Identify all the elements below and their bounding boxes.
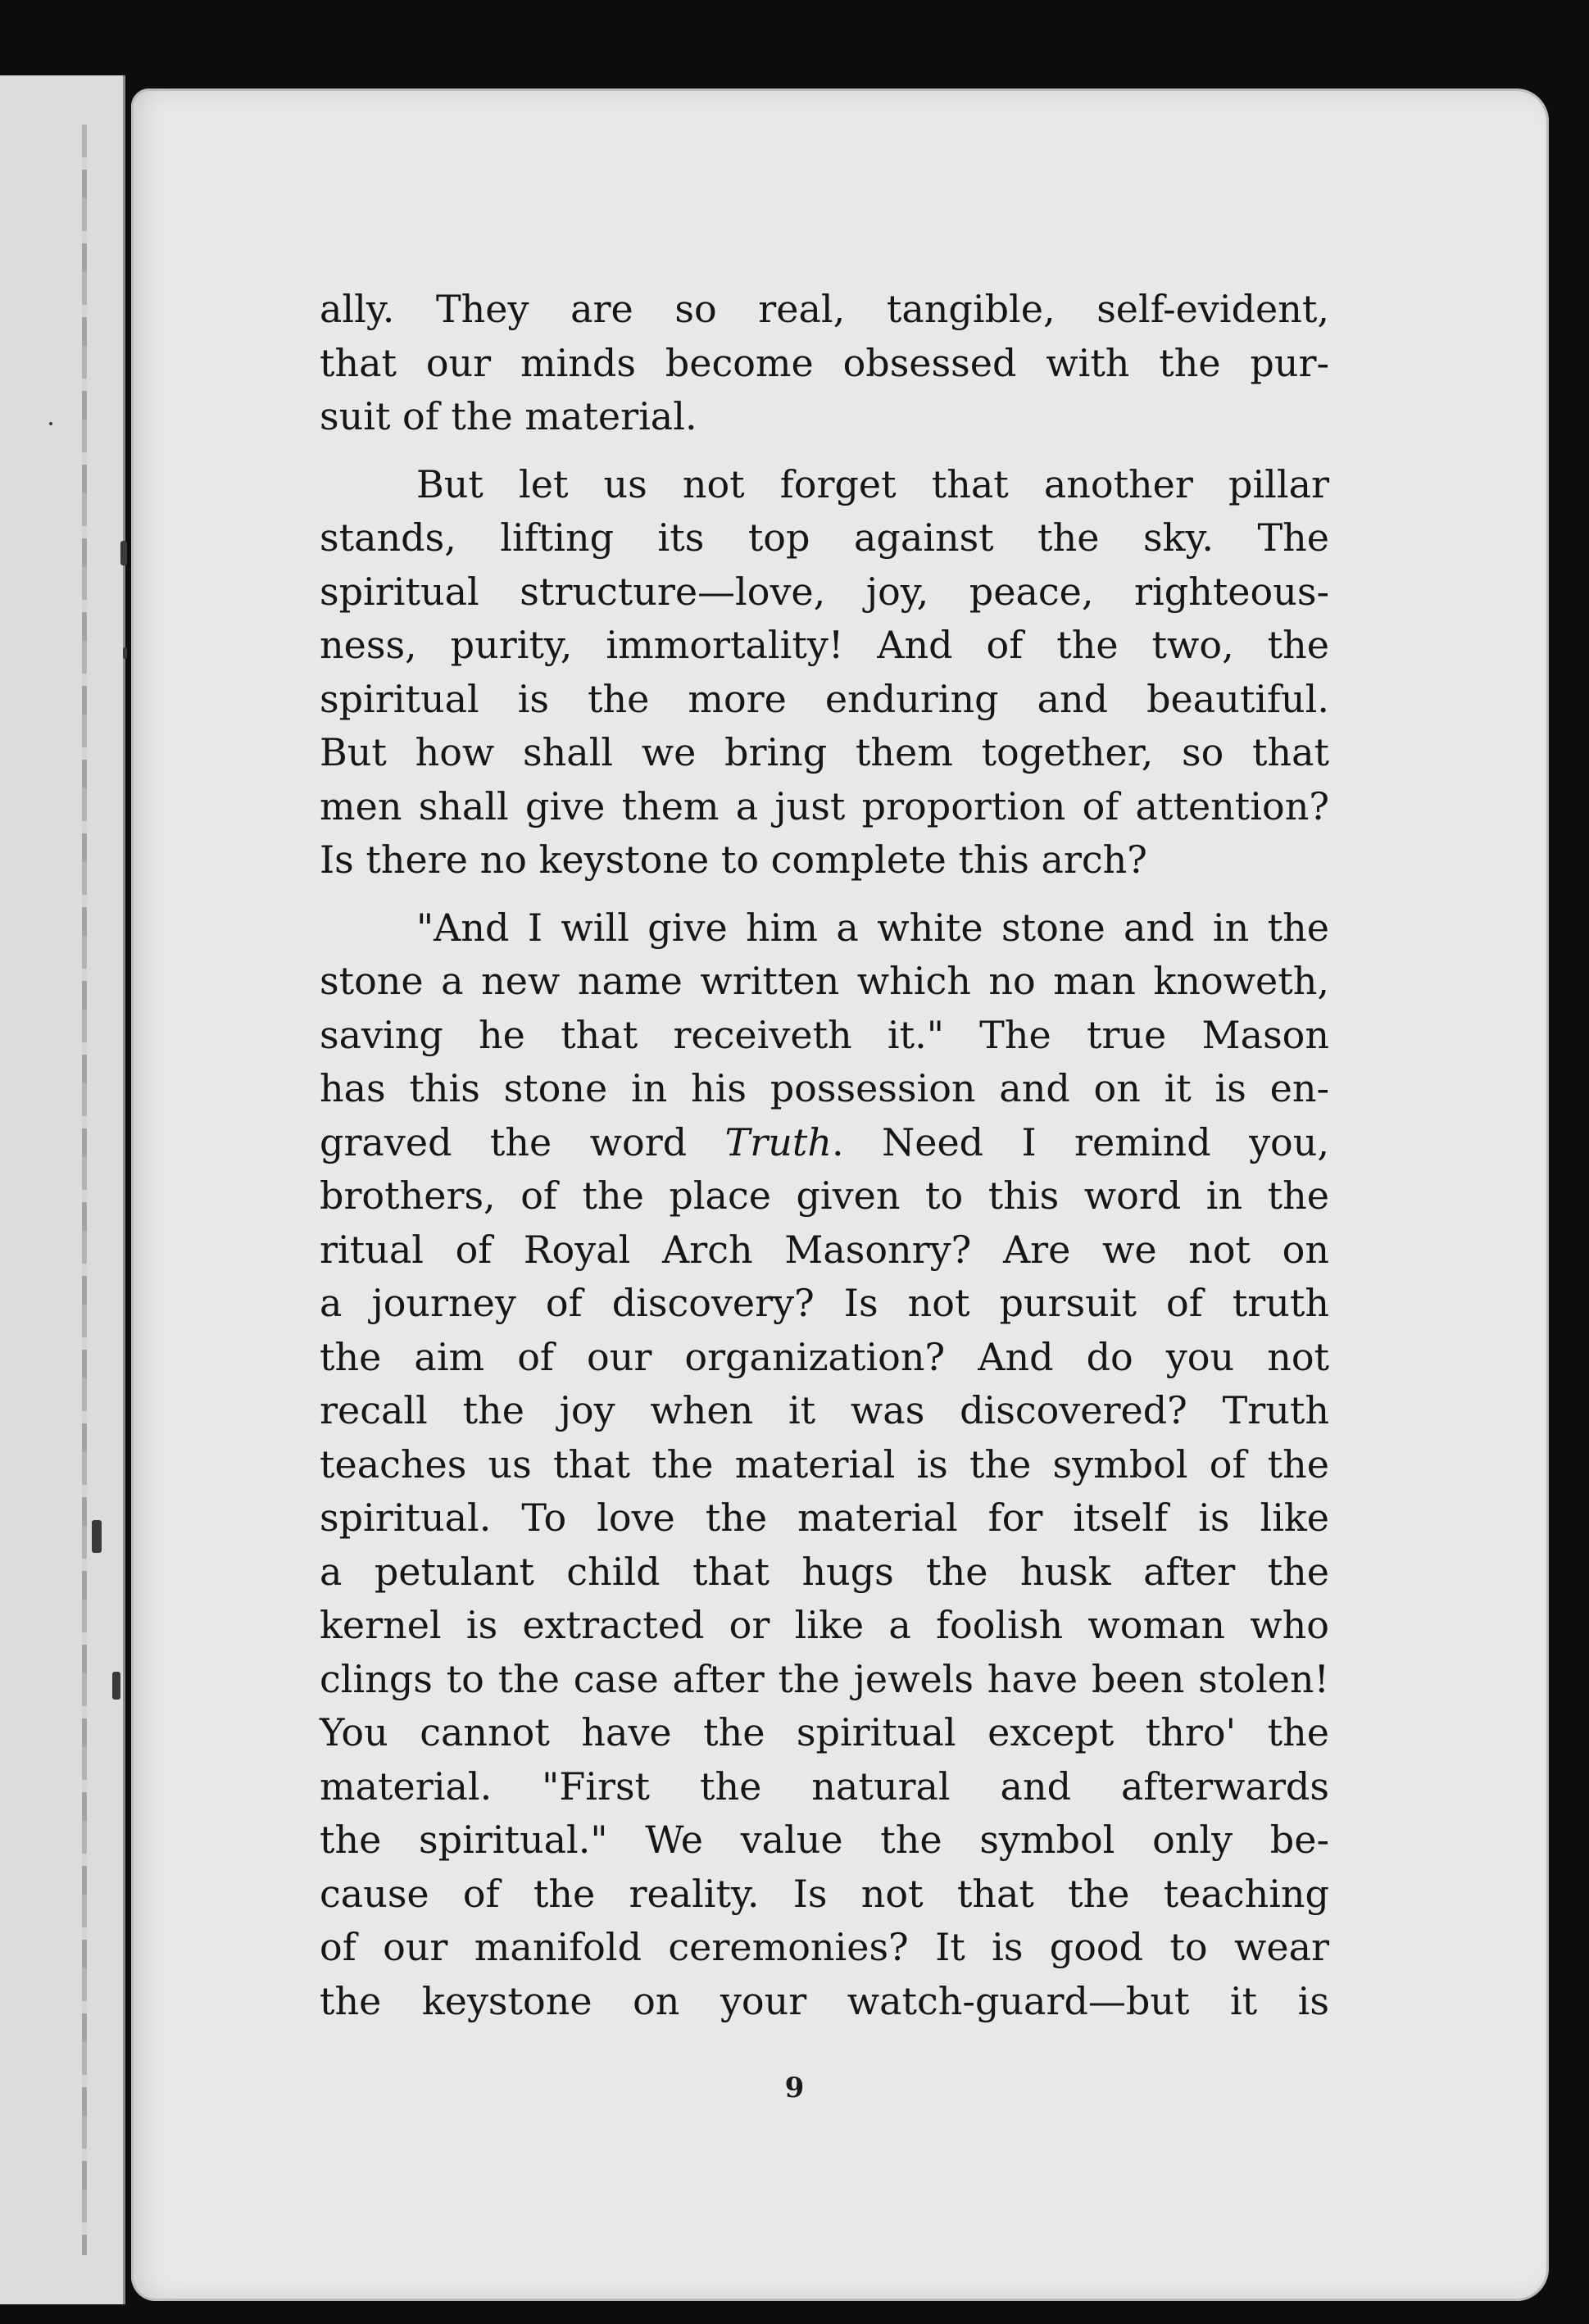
- text-line: spiritual structure—love, joy, peace, righteous-: [320, 569, 1329, 614]
- paragraph-gap: [320, 444, 1329, 458]
- binding-mark: [123, 647, 127, 659]
- binding-mark: [120, 541, 127, 565]
- text-line: ritual of Royal Arch Masonry? Are we not on: [320, 1227, 1329, 1272]
- text-line: ness, purity, immortality! And of the two, the: [320, 623, 1329, 667]
- previous-page-edge: [0, 75, 125, 2304]
- binding-mark: [112, 1672, 120, 1700]
- text-line: the spiritual." We value the symbol only be-: [320, 1818, 1329, 1862]
- text-line: clings to the case after the jewels have been stolen!: [320, 1656, 1329, 1701]
- binding-mark: [92, 1520, 102, 1553]
- text-line: suit of the material.: [320, 394, 697, 438]
- page-number: 9: [784, 2072, 805, 2104]
- text-line: spiritual. To love the material for itself is like: [320, 1496, 1329, 1540]
- text-line: saving he that receiveth it." The true Mason: [320, 1012, 1329, 1057]
- text-line: that our minds become obsessed with the pur-: [320, 340, 1329, 385]
- binding-mark: [49, 422, 52, 425]
- text-line: a petulant child that hugs the husk after the: [320, 1549, 1329, 1594]
- text-line: cause of the reality. Is not that the teaching: [320, 1871, 1329, 1916]
- text-line: a journey of discovery? Is not pursuit of truth: [320, 1281, 1329, 1325]
- page-gutter-shadow: [82, 125, 87, 2255]
- text-line: of our manifold ceremonies? It is good to wear: [320, 1925, 1329, 1969]
- text-line: has this stone in his possession and on it is en-: [320, 1066, 1329, 1110]
- text-line: But how shall we bring them together, so that: [320, 730, 1329, 774]
- text-line: ally. They are so real, tangible, self-evident,: [320, 287, 1329, 331]
- text-line: You cannot have the spiritual except thro' the: [320, 1710, 1329, 1754]
- text-line: the aim of our organization? And do you not: [320, 1334, 1329, 1379]
- text-line: graved the word Truth. Need I remind you,: [320, 1119, 1329, 1164]
- text-line: teaches us that the material is the symbol of the: [320, 1441, 1329, 1487]
- paragraph-gap: [320, 887, 1329, 901]
- text-line: Is there no keystone to complete this arch?: [320, 837, 1147, 882]
- body-text: [320, 283, 1329, 2028]
- text-line: "And I will give him a white stone and in the: [416, 905, 1329, 950]
- text-line: brothers, of the place given to this word in the: [320, 1173, 1329, 1218]
- text-line: But let us not forget that another pillar: [416, 461, 1329, 506]
- text-line: men shall give them a just proportion of attention?: [320, 783, 1329, 828]
- emphasized-word: Truth: [724, 1119, 832, 1164]
- text-line: stands, lifting its top against the sky. The: [320, 515, 1329, 560]
- text-line: kernel is extracted or like a foolish woman who: [320, 1603, 1329, 1647]
- text-line: spiritual is the more enduring and beautiful.: [320, 676, 1329, 721]
- text-line: material. "First the natural and afterwards: [320, 1763, 1329, 1809]
- text-line: recall the joy when it was discovered? Truth: [320, 1388, 1329, 1432]
- text-line: stone a new name written which no man knoweth,: [320, 959, 1329, 1003]
- text-line: the keystone on your watch-guard—but it is: [320, 1978, 1329, 2023]
